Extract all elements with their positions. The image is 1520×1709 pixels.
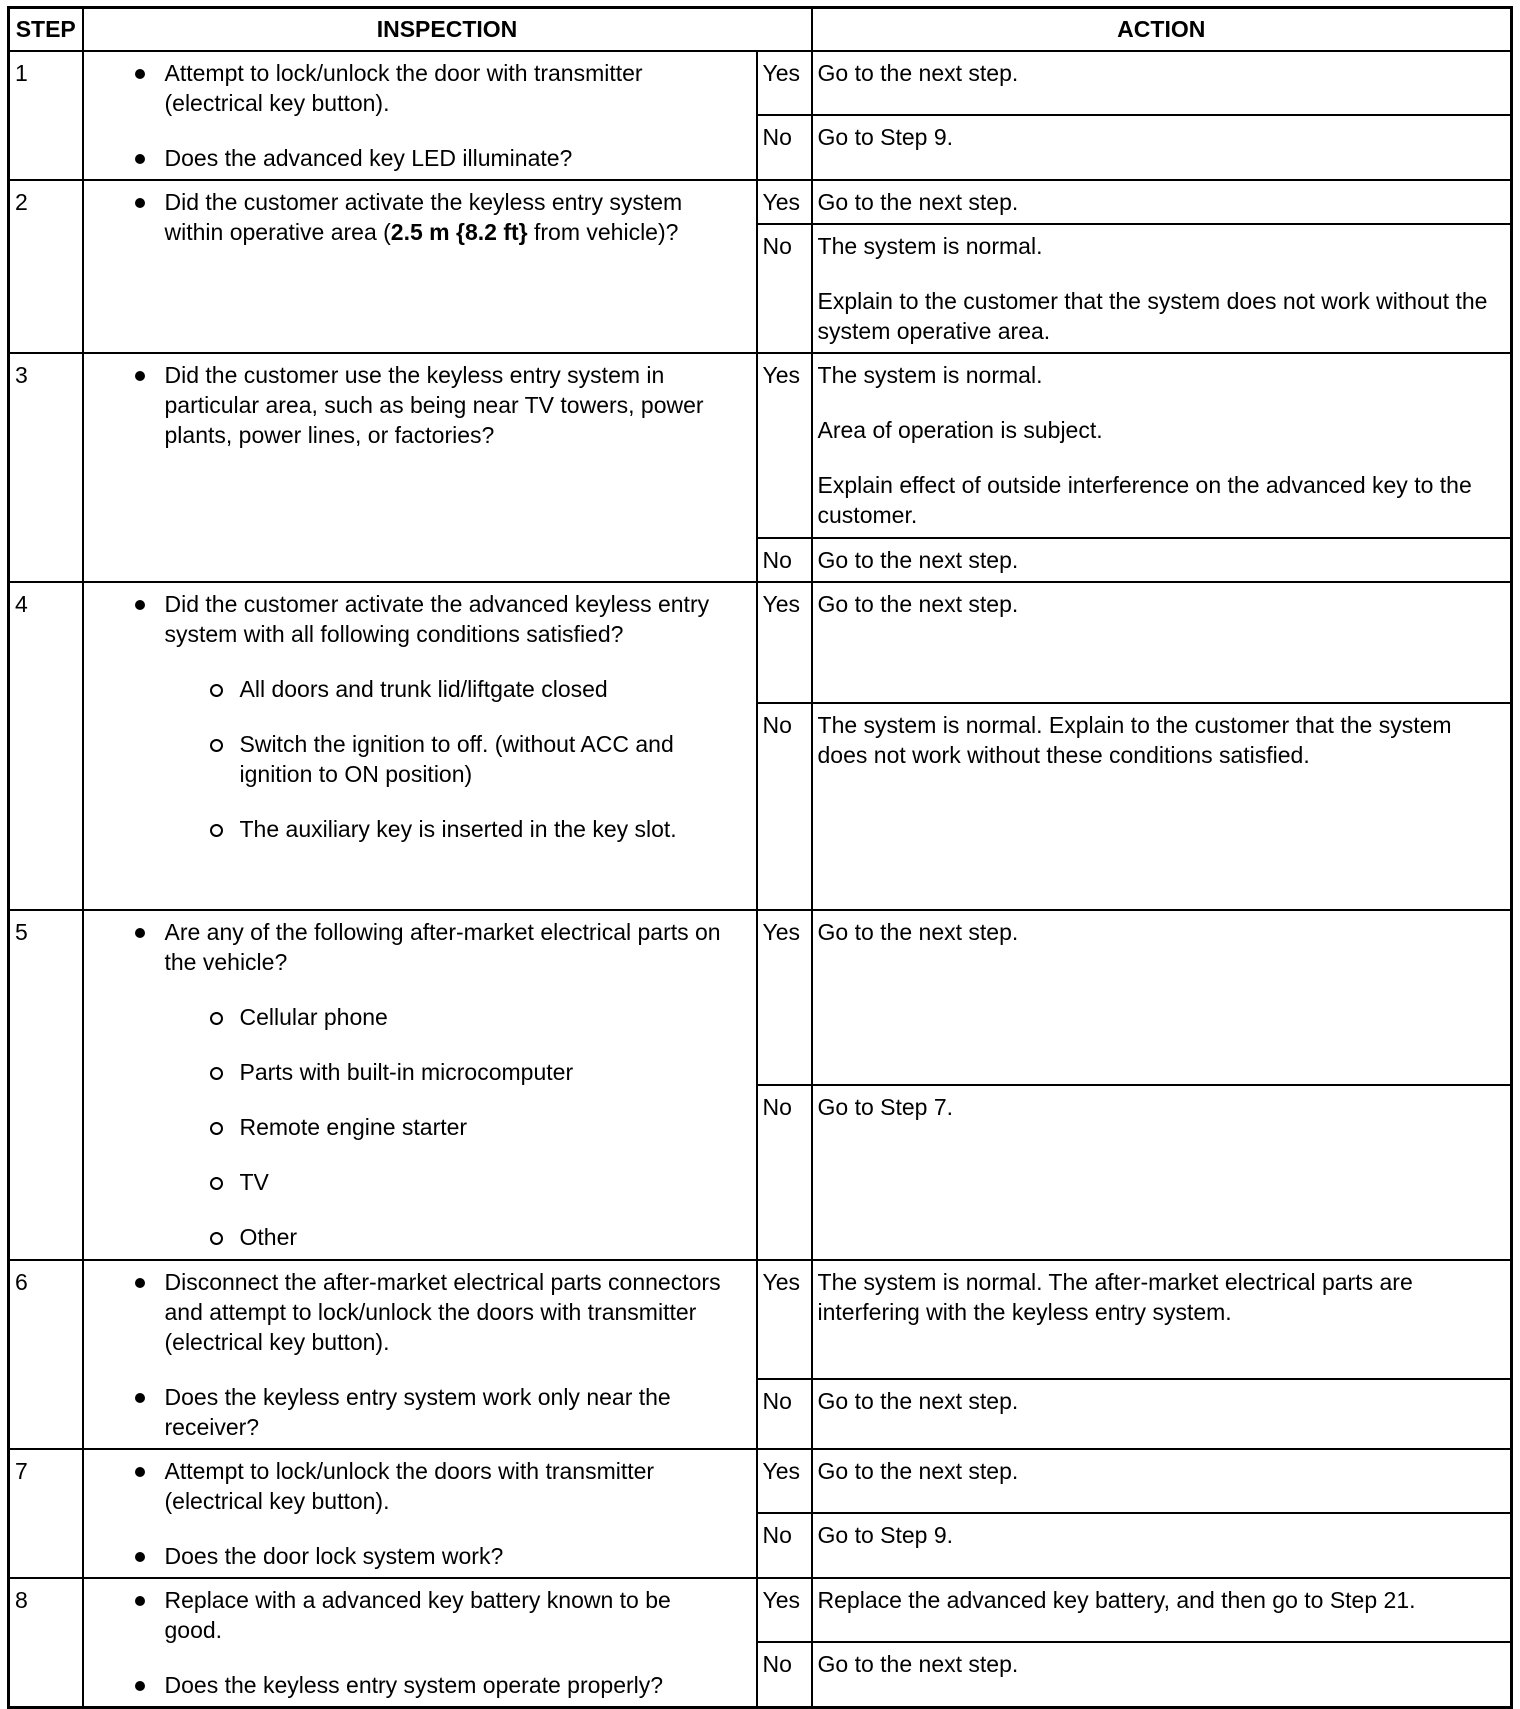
step-1-inspection bbox=[83, 51, 757, 180]
yes-action: Go to the next step. bbox=[812, 910, 1512, 1085]
inspection-bullet: Does the keyless entry system work only near the receiver? bbox=[134, 1382, 726, 1442]
condition-item: All doors and trunk lid/liftgate closed bbox=[134, 674, 726, 704]
step-4-yes-row bbox=[9, 582, 1512, 703]
step-number: 7 bbox=[9, 1449, 83, 1578]
no-label: No bbox=[757, 1085, 812, 1260]
no-label: No bbox=[757, 703, 812, 910]
part-item: TV bbox=[134, 1167, 726, 1197]
inspection-bullet: Does the door lock system work? bbox=[134, 1541, 726, 1571]
no-action: Go to the next step. bbox=[812, 1642, 1512, 1707]
yes-action: The system is normal. The after-market electrical parts are interfering with the keyless entry system. bbox=[812, 1260, 1512, 1379]
yes-action: Go to the next step. bbox=[812, 1449, 1512, 1514]
header-row bbox=[9, 8, 1512, 51]
header-inspection: INSPECTION bbox=[83, 8, 812, 51]
inspection-bullet: Did the customer activate the advanced keyless entry system with all following conditions satisfied? bbox=[134, 589, 726, 649]
step-8-yes-row bbox=[9, 1578, 1512, 1643]
yes-label: Yes bbox=[757, 1260, 812, 1379]
step-number: 1 bbox=[9, 51, 83, 180]
no-label: No bbox=[757, 115, 812, 180]
header-step: STEP bbox=[9, 8, 83, 51]
part-item: Cellular phone bbox=[134, 1002, 726, 1032]
inspection-bullet: Attempt to lock/unlock the doors with transmitter (electrical key button). bbox=[134, 1456, 726, 1516]
inspection-bullet: Attempt to lock/unlock the door with transmitter (electrical key button). bbox=[134, 58, 726, 118]
no-action: Go to the next step. bbox=[812, 1379, 1512, 1449]
no-label: No bbox=[757, 1513, 812, 1578]
step-number: 5 bbox=[9, 910, 83, 1260]
yes-label: Yes bbox=[757, 910, 812, 1085]
step-7-inspection bbox=[83, 1449, 757, 1578]
no-label: No bbox=[757, 1379, 812, 1449]
step-number: 2 bbox=[9, 180, 83, 353]
no-action: Go to Step 9. bbox=[812, 1513, 1512, 1578]
inspection-bullet: Does the keyless entry system operate properly? bbox=[134, 1670, 726, 1700]
step-2-yes-row bbox=[9, 180, 1512, 224]
yes-action: Go to the next step. bbox=[812, 180, 1512, 224]
no-label: No bbox=[757, 1642, 812, 1707]
part-item: Parts with built-in microcomputer bbox=[134, 1057, 726, 1087]
step-1-yes-row bbox=[9, 51, 1512, 116]
header-action: ACTION bbox=[812, 8, 1512, 51]
step-3-yes-row bbox=[9, 353, 1512, 538]
no-label: No bbox=[757, 224, 812, 353]
yes-action: Replace the advanced key battery, and then go to Step 21. bbox=[812, 1578, 1512, 1643]
step-number: 3 bbox=[9, 353, 83, 582]
no-action: The system is normal. Explain to the customer that the system does not work without these conditions satisfied. bbox=[812, 703, 1512, 910]
condition-item: The auxiliary key is inserted in the key slot. bbox=[134, 814, 726, 844]
no-action: The system is normal. Explain to the customer that the system does not work without the system operative area. bbox=[812, 224, 1512, 353]
step-8-inspection bbox=[83, 1578, 757, 1708]
step-6-yes-row bbox=[9, 1260, 1512, 1379]
yes-label: Yes bbox=[757, 582, 812, 703]
no-action: Go to Step 9. bbox=[812, 115, 1512, 180]
inspection-bullet: Are any of the following after-market electrical parts on the vehicle? bbox=[134, 917, 726, 977]
no-label: No bbox=[757, 538, 812, 582]
part-item: Other bbox=[134, 1222, 726, 1252]
inspection-bullet: Replace with a advanced key battery known to be good. bbox=[134, 1585, 726, 1645]
step-number: 8 bbox=[9, 1578, 83, 1708]
inspection-bullet: Did the customer use the keyless entry system in particular area, such as being near TV towers, power plants, power lines, or factories? bbox=[134, 360, 726, 450]
yes-action: Go to the next step. bbox=[812, 582, 1512, 703]
no-action: Go to the next step. bbox=[812, 538, 1512, 582]
yes-action: The system is normal. Area of operation is subject. Explain effect of outside interference on the advanced key to the customer. bbox=[812, 353, 1512, 538]
inspection-bullet: Disconnect the after-market electrical parts connectors and attempt to lock/unlock the doors with transmitter (electrical key button). bbox=[134, 1267, 726, 1357]
yes-label: Yes bbox=[757, 180, 812, 224]
step-number: 6 bbox=[9, 1260, 83, 1449]
no-action: Go to Step 7. bbox=[812, 1085, 1512, 1260]
inspection-bullet: Did the customer activate the keyless entry system within operative area (2.5 m {8.2 ft} from vehicle)? bbox=[134, 187, 726, 247]
yes-label: Yes bbox=[757, 51, 812, 116]
yes-label: Yes bbox=[757, 1449, 812, 1514]
part-item: Remote engine starter bbox=[134, 1112, 726, 1142]
yes-label: Yes bbox=[757, 353, 812, 538]
condition-item: Switch the ignition to off. (without ACC and ignition to ON position) bbox=[134, 729, 726, 789]
inspection-bullet: Does the advanced key LED illuminate? bbox=[134, 143, 726, 173]
step-2-inspection bbox=[83, 180, 757, 353]
step-5-yes-row bbox=[9, 910, 1512, 1085]
yes-action: Go to the next step. bbox=[812, 51, 1512, 116]
step-5-inspection bbox=[83, 910, 757, 1260]
step-6-inspection bbox=[83, 1260, 757, 1449]
step-number: 4 bbox=[9, 582, 83, 910]
troubleshooting-table bbox=[7, 6, 1513, 1709]
step-4-inspection bbox=[83, 582, 757, 910]
yes-label: Yes bbox=[757, 1578, 812, 1643]
step-3-inspection bbox=[83, 353, 757, 582]
step-7-yes-row bbox=[9, 1449, 1512, 1514]
